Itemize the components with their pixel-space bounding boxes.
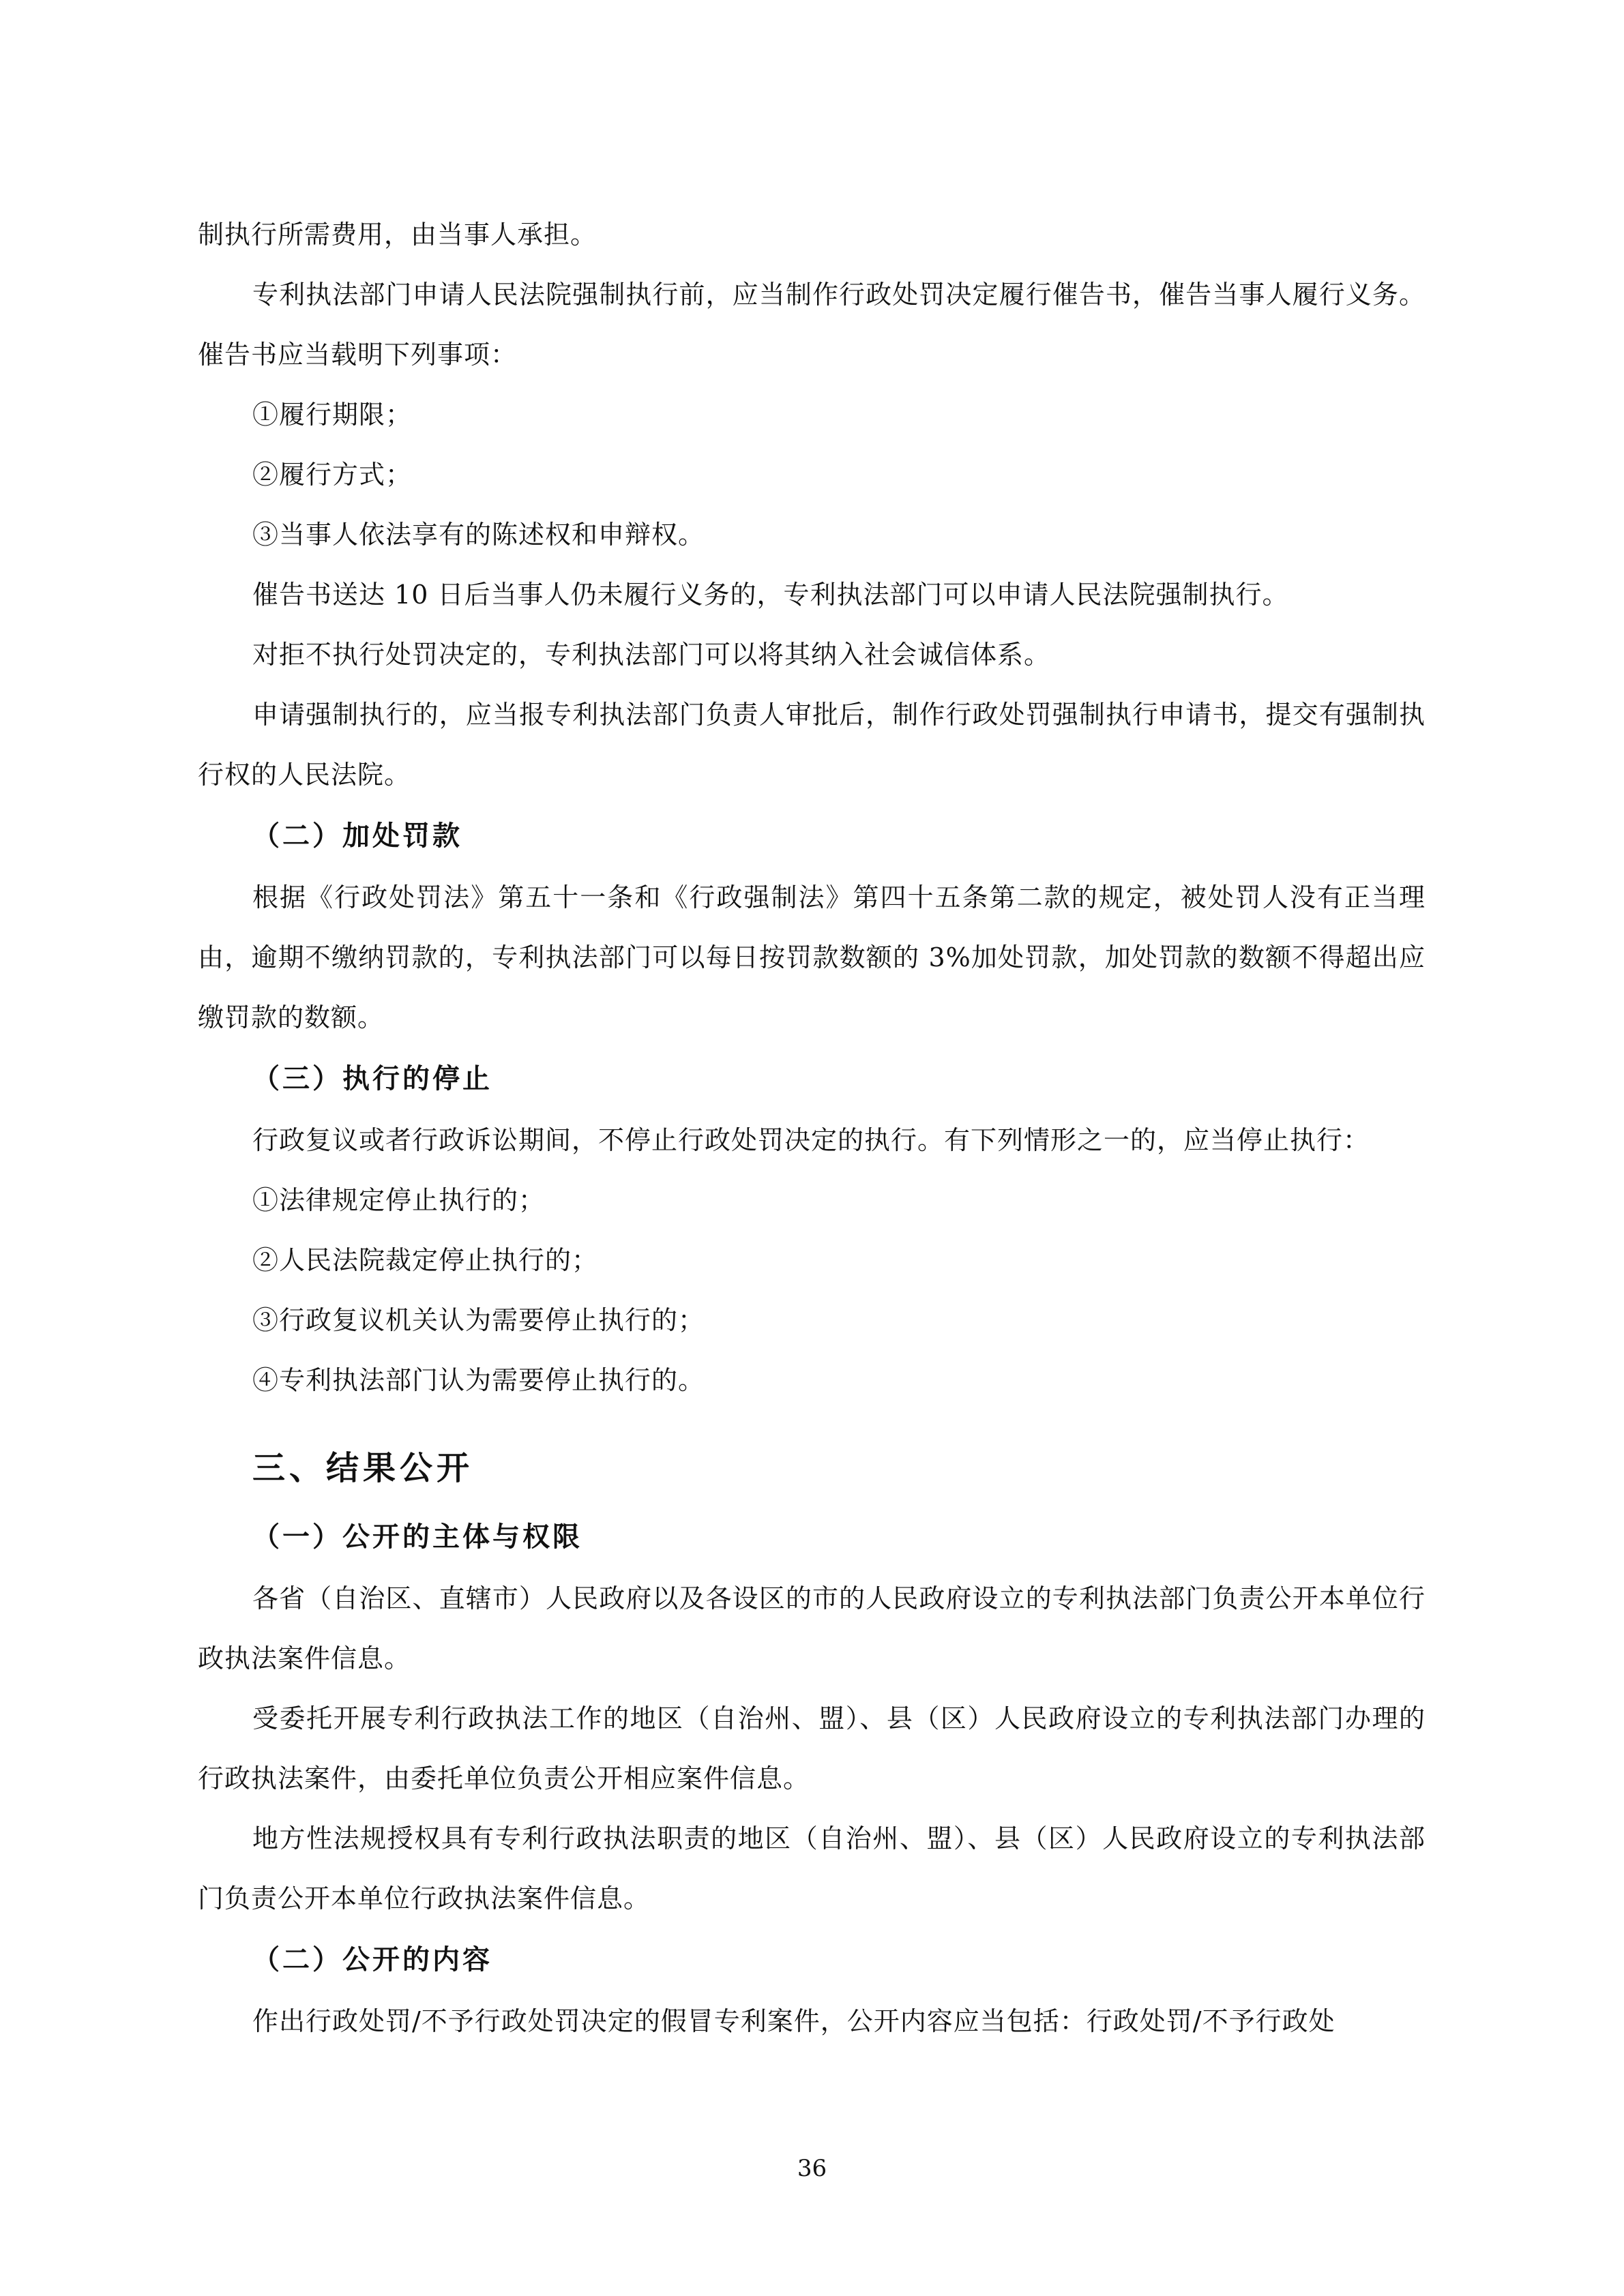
paragraph: 地方性法规授权具有专利行政执法职责的地区（自治州、盟）、县（区）人民政府设立的专利执法部门负责公开本单位行政执法案件信息。 bbox=[198, 1823, 1426, 1913]
list-item: ④专利执法部门认为需要停止执行的。 bbox=[252, 1365, 705, 1395]
paragraph: 各省（自治区、直辖市）人民政府以及各设区的市的人民政府设立的专利执法部门负责公开本单位行政执法案件信息。 bbox=[198, 1583, 1426, 1673]
list-item: ②履行方式； bbox=[252, 460, 413, 490]
list-item: ③行政复议机关认为需要停止执行的； bbox=[252, 1305, 705, 1335]
subheading-stop-execution: （三）执行的停止 bbox=[252, 1063, 492, 1094]
page-number: 36 bbox=[797, 2155, 827, 2182]
paragraph: 专利执法部门申请人民法院强制执行前，应当制作行政处罚决定履行催告书，催告当事人履行义务。催告书应当载明下列事项： bbox=[198, 280, 1426, 370]
paragraph: 申请强制执行的，应当报专利执法部门负责人审批后，制作行政处罚强制执行申请书，提交有强制执行权的人民法院。 bbox=[198, 700, 1426, 790]
list-item: ②人民法院裁定停止执行的； bbox=[252, 1245, 599, 1275]
section-heading-results: 三、结果公开 bbox=[252, 1449, 474, 1487]
subheading-late-fine: （二）加处罚款 bbox=[252, 820, 462, 852]
document-body bbox=[198, 205, 1426, 2051]
paragraph: 催告书送达 10 日后当事人仍未履行义务的，专利执法部门可以申请人民法院强制执行。 bbox=[252, 580, 1289, 610]
subheading-subject-authority: （一）公开的主体与权限 bbox=[252, 1521, 582, 1553]
paragraph-continued: 制执行所需费用，由当事人承担。 bbox=[198, 220, 597, 250]
list-item: ①法律规定停止执行的； bbox=[252, 1185, 546, 1215]
paragraph: 行政复议或者行政诉讼期间，不停止行政处罚决定的执行。有下列情形之一的，应当停止执行： bbox=[252, 1125, 1370, 1155]
list-item: ①履行期限； bbox=[252, 400, 413, 430]
paragraph: 对拒不执行处罚决定的，专利执法部门可以将其纳入社会诚信体系。 bbox=[252, 640, 1051, 670]
subheading-content: （二）公开的内容 bbox=[252, 1944, 492, 1976]
paragraph: 受委托开展专利行政执法工作的地区（自治州、盟）、县（区）人民政府设立的专利执法部门办理的行政执法案件，由委托单位负责公开相应案件信息。 bbox=[198, 1703, 1426, 1793]
paragraph: 作出行政处罚/不予行政处罚决定的假冒专利案件，公开内容应当包括：行政处罚/不予行政处 bbox=[252, 2006, 1335, 2036]
paragraph: 根据《行政处罚法》第五十一条和《行政强制法》第四十五条第二款的规定，被处罚人没有正当理由，逾期不缴纳罚款的，专利执法部门可以每日按罚款数额的 3%加处罚款，加处罚款的数额不得超出应缴罚款的数额。 bbox=[198, 882, 1426, 1032]
list-item: ③当事人依法享有的陈述权和申辩权。 bbox=[252, 520, 705, 550]
